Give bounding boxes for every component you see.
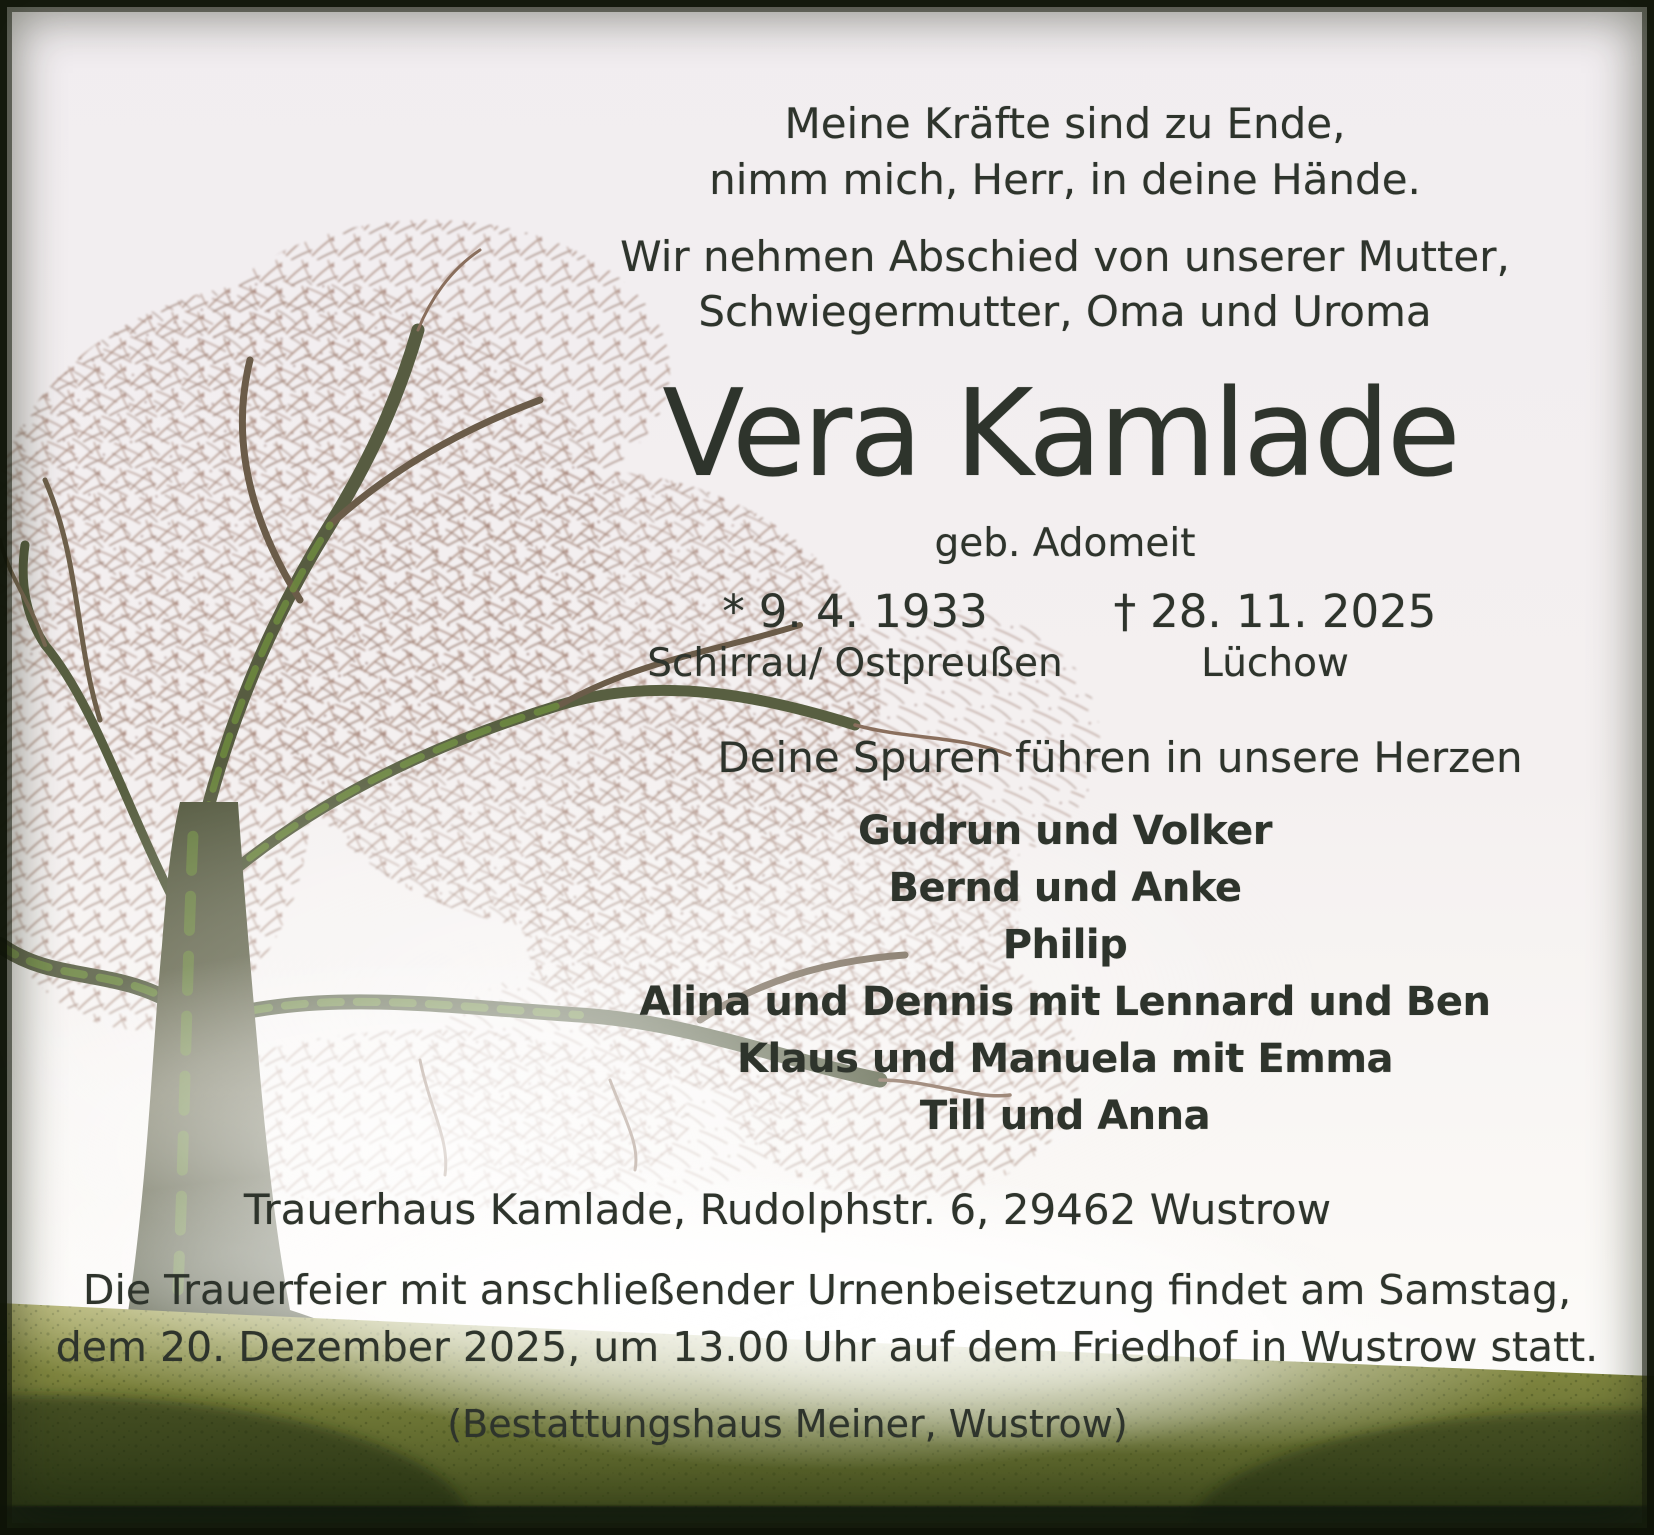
death-info (1065, 585, 1485, 689)
opening-verse (470, 96, 1654, 208)
birth-star-symbol: * (722, 585, 745, 638)
mourner-line: Bernd und Anke (888, 865, 1242, 911)
verse-line: Meine Kräfte sind zu Ende, (784, 99, 1346, 148)
intro-line: Schwiegermutter, Oma und Uroma (698, 287, 1432, 336)
mourner-line: Alina und Dennis mit Lennard und Ben (639, 979, 1491, 1025)
death-place: Lüchow (1201, 641, 1349, 686)
death-date: 28. 11. 2025 (1150, 585, 1437, 638)
motto-line: Deine Spuren führen in unsere Herzen (717, 733, 1523, 782)
verse-line: nimm mich, Herr, in deine Hände. (709, 155, 1421, 204)
mourner-line: Gudrun und Volker (858, 808, 1272, 854)
mourners-list (470, 803, 1654, 1145)
mourner-line: Philip (1002, 922, 1128, 968)
mourner-line: Till und Anna (919, 1093, 1211, 1139)
farewell-intro (470, 229, 1654, 339)
maiden-name: geb. Adomeit (934, 521, 1196, 566)
birth-place: Schirrau/ Ostpreußen (647, 641, 1063, 686)
birth-date: 9. 4. 1933 (758, 585, 988, 638)
birth-info (645, 585, 1065, 689)
mourner-line: Klaus und Manuela mit Emma (736, 1036, 1394, 1082)
deceased-name: Vera Kamlade (662, 365, 1458, 504)
undertaker-note: (Bestattungshaus Meiner, Wustrow) (447, 1402, 1128, 1446)
funeral-details (0, 1262, 1654, 1376)
mourning-address: Trauerhaus Kamlade, Rudolphstr. 6, 29462 Wustrow (243, 1185, 1332, 1234)
life-dates (645, 585, 1485, 689)
funeral-line: dem 20. Dezember 2025, um 13.00 Uhr auf dem Friedhof in Wustrow statt. (55, 1323, 1599, 1371)
death-cross-symbol: † (1113, 585, 1137, 638)
intro-line: Wir nehmen Abschied von unserer Mutter, (620, 232, 1510, 281)
funeral-line: Die Trauerfeier mit anschließender Urnenbeisetzung findet am Samstag, (82, 1266, 1572, 1314)
